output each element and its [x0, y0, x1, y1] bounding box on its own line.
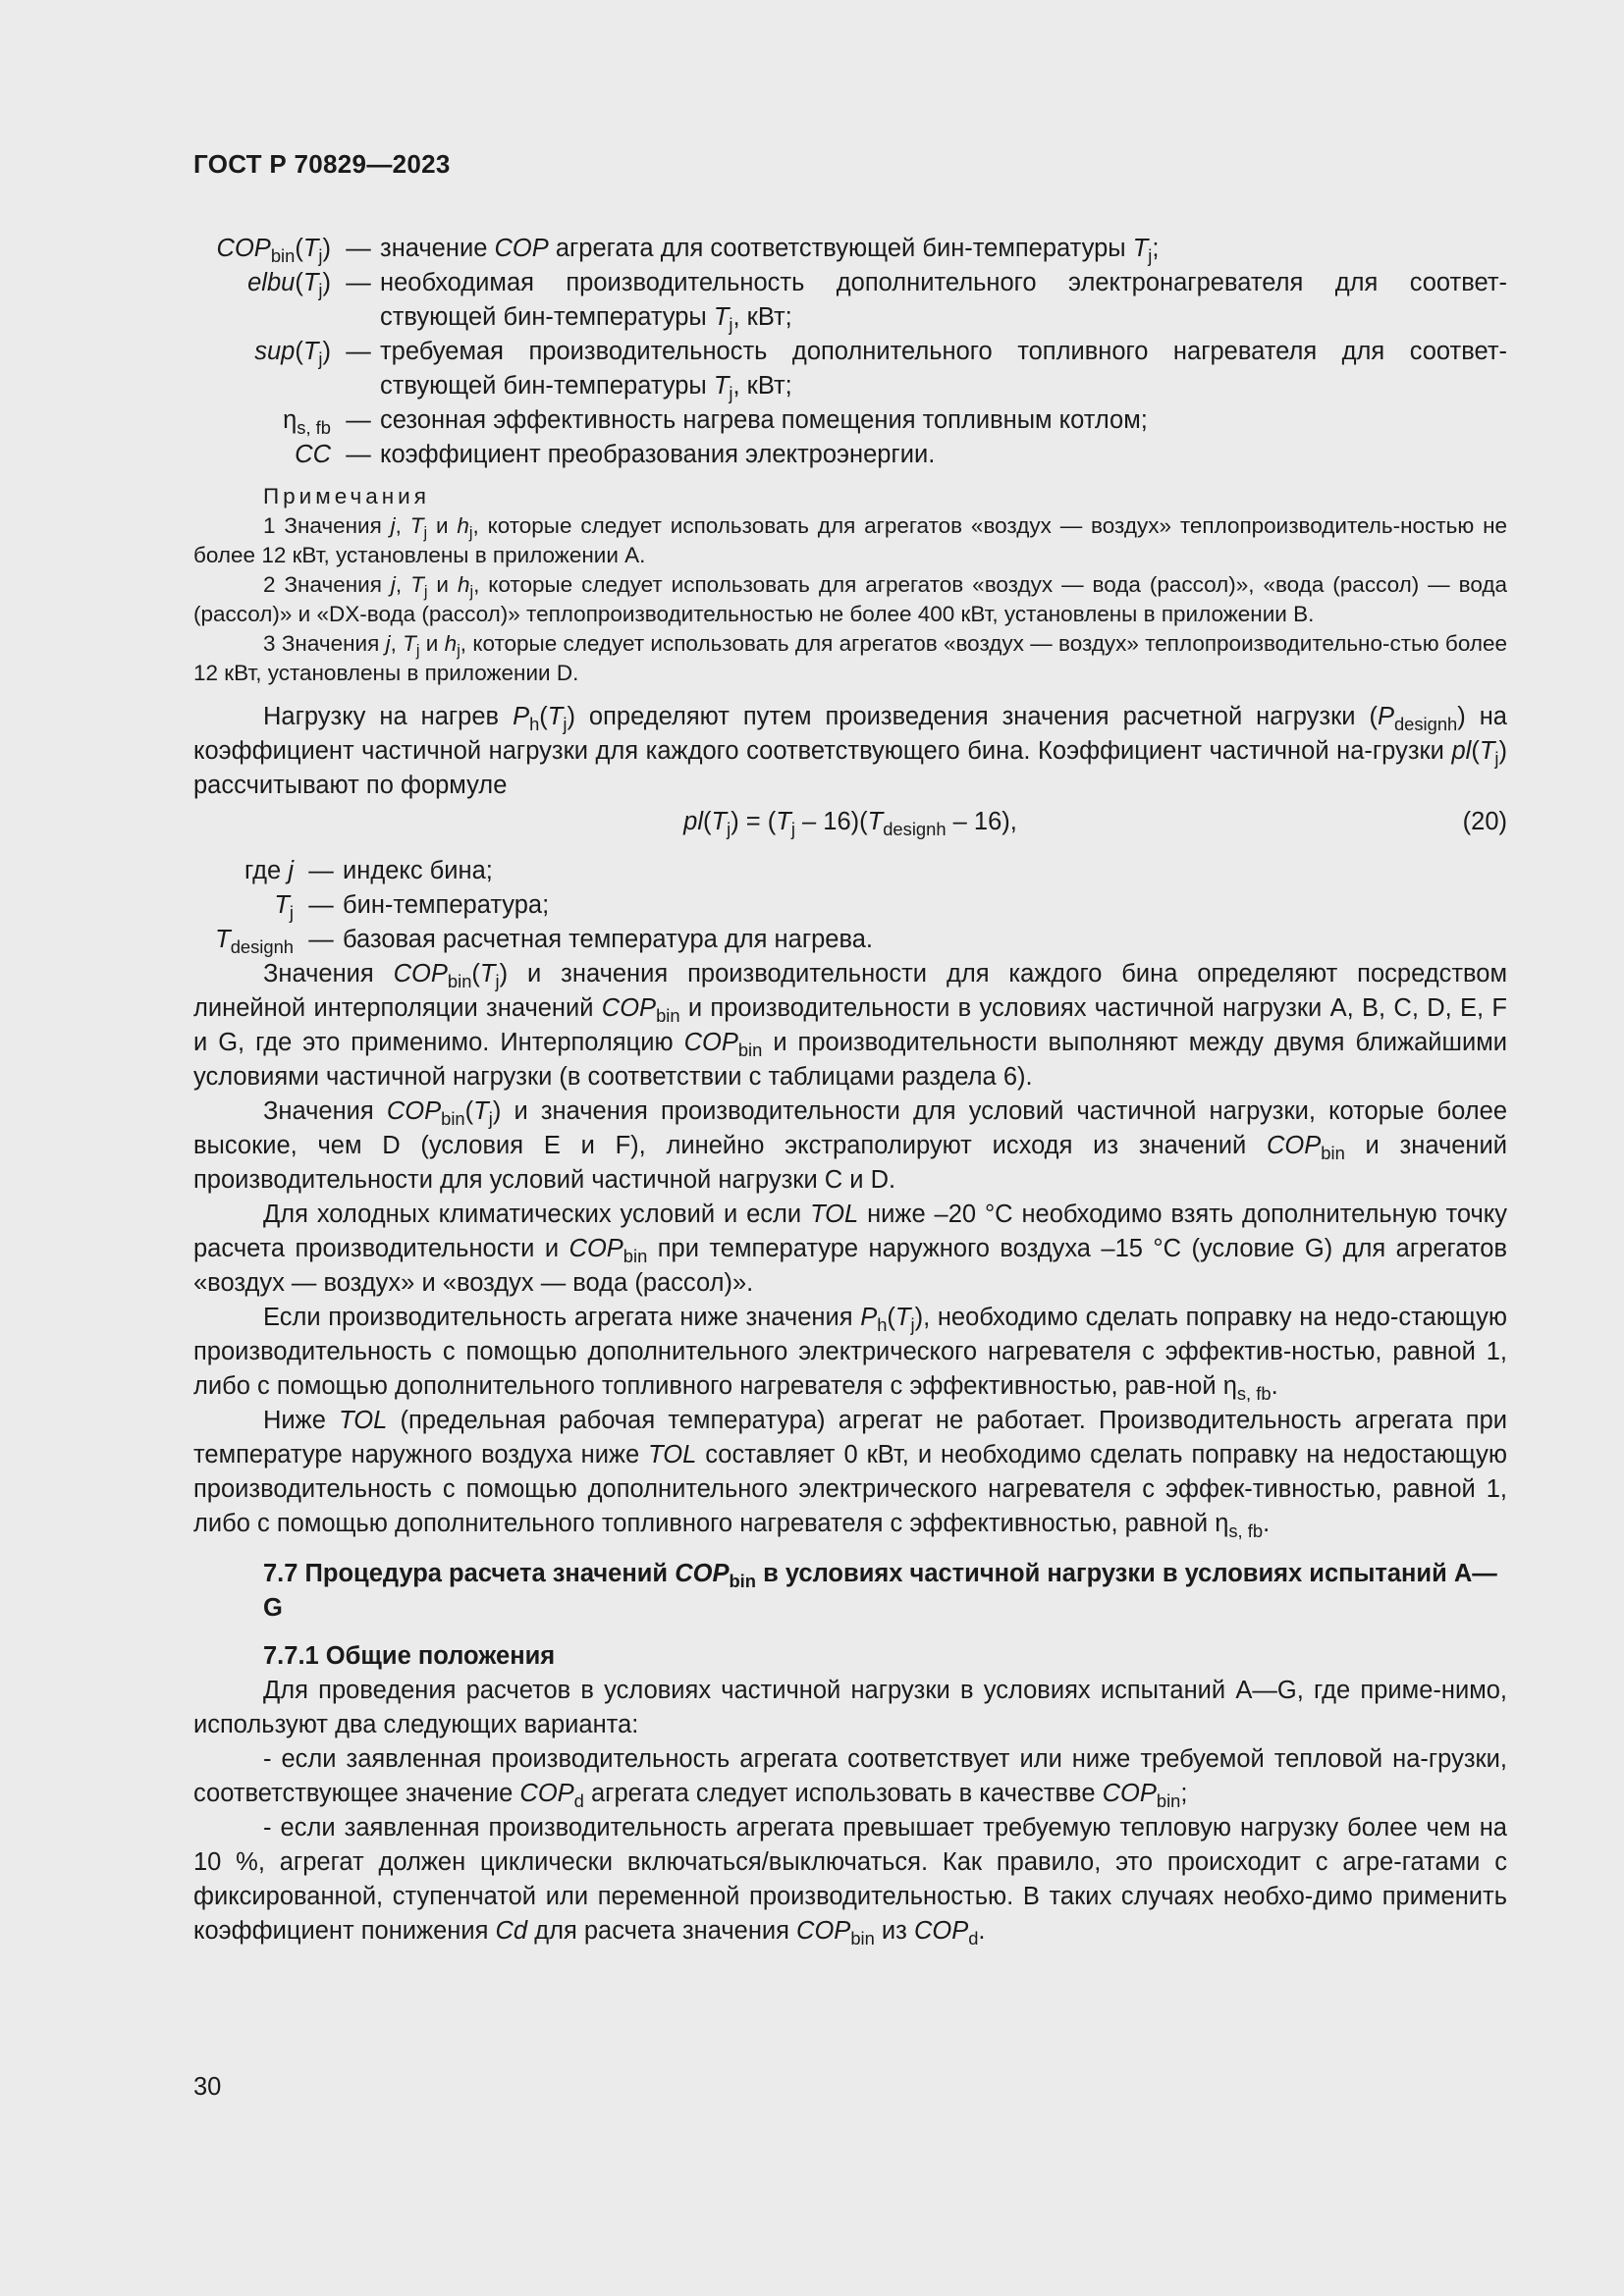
dash: —	[346, 235, 371, 262]
definition-text: бин-температура;	[343, 891, 550, 919]
term-cop-bin: $COP_{bin}(T_j)$	[216, 235, 331, 266]
document-header: ГОСТ Р 70829—2023	[193, 149, 451, 179]
definition-text: сезонная эффективность нагрева помещения топливным котлом;	[380, 406, 1148, 434]
subsection-heading-7-7-1: 7.7.1 Общие положения	[263, 1642, 556, 1670]
term-sup: $sup(T_j)$	[254, 338, 331, 369]
dash: —	[346, 441, 371, 468]
page-number: 30	[193, 2073, 222, 2101]
paragraph-capacity-correction: Если производительность агрегата ниже значения $P_h(T_j)$, необходимо сделать поправку на недо-стающую производительность с помощью дополнительного электрического нагревателя с эффектив-ностью, равной 1, либо с помощью дополнительного топливного нагревателя с эффективностью, рав-ной $\eta_{s, fb}$.	[193, 1304, 1508, 1404]
dash: —	[308, 857, 334, 884]
paragraph-cold-climate: Для холодных климатических условий и если TOL ниже –20 °C необходимо взять дополнительную точку расчета производительности и $COP_{bin}$ при температуре наружного воздуха –15 °C (условие G) для агрегатов «воздух — воздух» и «воздух — вода (рассол)».	[193, 1201, 1508, 1297]
paragraph-below-tol: Ниже TOL (предельная рабочая температура) агрегат не работает. Производительность агрегата при температуре наружного воздуха ниже TOL составляет 0 кВт, и необходимо сделать поправку на недостающую производительность с помощью дополнительного электрического нагревателя с эффек-тивностью, равной 1, либо с помощью дополнительного топливного нагревателя с эффективностью, равной $\eta_{s, fb}$.	[193, 1407, 1507, 1541]
definition-text: требуемая производительность дополнительного топливного нагревателя для соответ- ствующей бин-температуры $T_j$, кВт;	[380, 338, 1507, 403]
paragraph-two-options: Для проведения расчетов в условиях частичной нагрузки в условиях испытаний A—G, где приме-нимо, используют два следующих варианта:	[193, 1677, 1507, 1738]
notes-heading: Примечания	[263, 484, 430, 508]
paragraph-heating-load: Нагрузку на нагрев $P_h(T_j)$ определяют путем произведения значения расчетной нагрузки $(P_{designh})$ на коэффициент частичной нагрузки для каждого соответствующего бина. Коэффициент частичной на-грузки $pl(T_j)$ рассчитывают по формуле	[193, 703, 1507, 799]
term-cc: CC	[295, 441, 331, 468]
definition-text: необходимая производительность дополнительного электронагревателя для соответ- ствующей бин-температуры $T_j$, кВт;	[380, 269, 1507, 335]
notes-block	[193, 482, 1507, 688]
definition-text: индекс бина;	[343, 857, 493, 884]
paragraph-extrapolation: Значения $COP_{bin}(T_j)$ и значения производительности для условий частичной нагрузки, которые более высокие, чем D (условия E и F), линейно экстраполируют исходя из значений $COP_{bin}$ и значений производительности для условий частичной нагрузки C и D.	[193, 1097, 1508, 1194]
term-eta-s-fb: $\eta_{s, fb}$	[283, 406, 331, 438]
term-elbu: $elbu(T_j)$	[247, 269, 331, 300]
bullet-item-1: - если заявленная производительность агрегата соответствует или ниже требуемой тепловой на-грузки, соответствующее значение $COP_d$ агрегата следует использовать в качествве $COP_{bin}$;	[193, 1745, 1507, 1811]
definition-text: базовая расчетная температура для нагрева.	[343, 926, 874, 953]
definitions-list	[193, 232, 1507, 472]
page-content	[193, 232, 1507, 1949]
paragraph-interpolation: Значения $COP_{bin}(T_j)$ и значения производительности для каждого бина определяют посредством линейной интерполяции значений $COP_{bin}$ и производительности в условиях частичной нагрузки A, B, C, D, E, F и G, где это применимо. Интерполяцию $COP_{bin}$ и производительности выполняют между двумя ближайшими условиями частичной нагрузки (в соответствии с таблицами раздела 6).	[193, 960, 1508, 1091]
term-j: где j	[244, 857, 294, 884]
definition-text: значение COP агрегата для соответствующей бин-температуры $T_j$;	[380, 235, 1160, 266]
term-tj: $T_j$	[274, 891, 294, 923]
section-heading-7-7: 7.7 Процедура расчета значений $COP_{bin}$ в условиях частичной нагрузки в условиях испытаний A—G	[263, 1560, 1497, 1622]
note-2: 2 Значения j, $T_j$ и $h_j$, которые следует использовать для агрегатов «воздух — вода (рассол)», «вода (рассол) — вода (рассол)» и «DX-вода (рассол)» теплопроизводительностью не более 400 кВт, установлены в приложении В.	[193, 572, 1507, 626]
dash: —	[308, 926, 334, 953]
formula-definitions	[193, 854, 1507, 957]
dash: —	[308, 891, 334, 919]
formula-number: (20)	[1462, 808, 1507, 835]
bullet-item-2: - если заявленная производительность агрегата превышает требуемую тепловую нагрузку более чем на 10 %, агрегат должен циклически включаться/выключаться. Как правило, это происходит с агре-гатами с фиксированной, ступенчатой или переменной производительностью. В таких случаях необхо-димо применить коэффициент понижения Cd для расчета значения $COP_{bin}$ из $COP_d$.	[193, 1814, 1507, 1949]
formula-20	[193, 805, 1507, 844]
formula-expression: $pl(T_j) = (T_j - 16)(T_{designh} - 16)$,	[683, 808, 1017, 839]
note-3: 3 Значения j, $T_j$ и $h_j$, которые следует использовать для агрегатов «воздух — воздух» теплопроизводительно-стью более 12 кВт, установлены в приложении D.	[193, 631, 1507, 685]
dash: —	[346, 269, 371, 296]
definition-text: коэффициент преобразования электроэнергии.	[380, 441, 936, 468]
note-1: 1 Значения j, $T_j$ и $h_j$, которые следует использовать для агрегатов «воздух — воздух» теплопроизводитель-ностью не более 12 кВт, установлены в приложении А.	[193, 513, 1508, 567]
dash: —	[346, 406, 371, 434]
dash: —	[346, 338, 371, 365]
term-tdesignh: $T_{designh}$	[215, 926, 294, 957]
